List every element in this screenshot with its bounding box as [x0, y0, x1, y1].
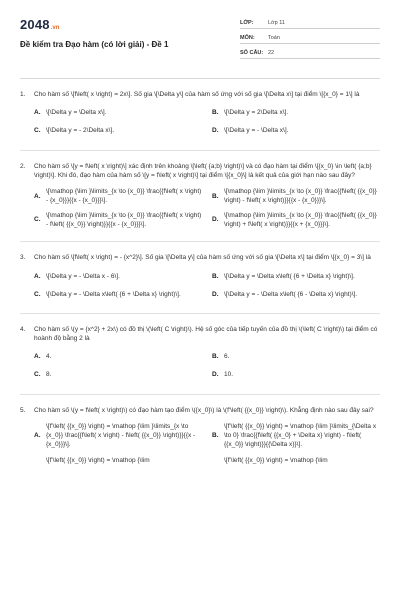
option-text: \[\Delta y = - \Delta x\left( {6 + \Delta x} \right)\].: [46, 290, 181, 298]
document-title: Đề kiểm tra Đạo hàm (có lời giải) - Đề 1: [20, 39, 169, 49]
option-text: 4.: [46, 353, 52, 361]
option-a[interactable]: [34, 108, 202, 120]
meta-row-subject: [240, 29, 380, 44]
question-divider: [20, 241, 380, 242]
answer-options: [34, 188, 380, 235]
option-text: \[\mathop {\lim }\limits_{x \to {x_0}} \frac{{f\left( {{x_0}} \right) + f\left( x \right)}}{{x + {x_0}}}\].: [224, 211, 377, 228]
answer-options: [34, 271, 380, 307]
meta-row-count: [240, 44, 380, 59]
option-text: \[\mathop {\lim }\limits_{x \to {x_0}} \frac{{f\left( x \right) - {x_0}}}{{x - {x_0}}}\].: [46, 188, 202, 205]
option-letter: D.: [212, 216, 219, 224]
option-d-partial[interactable]: [212, 456, 380, 468]
header-divider: [20, 78, 380, 79]
option-letter: A.: [34, 192, 41, 200]
question-text: Cho hàm số \[f\left( x \right) = - {x^2}\]. Số gia \[\Delta y\] của hàm số ứng với số gia \[\Delta x\] tại điểm \[{x_0} = 3\] là: [34, 254, 371, 262]
answer-options: [34, 108, 380, 144]
question-3: [20, 254, 380, 314]
option-letter: C.: [34, 127, 41, 135]
brand-logo[interactable]: [20, 16, 168, 34]
option-a[interactable]: [34, 188, 202, 206]
question-text: Cho hàm số \(y = f\left( x \right)\) có đạo hàm tạo điểm \({x_0}\) là \(f'\left( {{x_0}} \right)\). Khẳng định nào sau đây sai?: [34, 406, 374, 414]
option-letter: C.: [34, 290, 41, 298]
question-text: Cho hàm số \[f\left( x \right) = 2x\]. Số gia \[\Delta y\] của hàm số ứng với số gia \[\Delta x\] tại điểm \[{x_0} = 1\] là: [34, 91, 360, 98]
option-letter: C.: [34, 216, 41, 224]
option-letter: B.: [212, 353, 219, 361]
option-letter: A.: [34, 432, 41, 440]
option-text: 8.: [46, 371, 52, 379]
question-number: 3.: [20, 254, 26, 262]
answer-options: [34, 423, 380, 473]
option-d[interactable]: [212, 289, 380, 301]
question-5: [20, 407, 380, 474]
question-divider: [20, 150, 380, 151]
meta-label: MÔN:: [240, 34, 255, 41]
option-c-partial[interactable]: [34, 456, 202, 468]
option-d[interactable]: [212, 212, 380, 230]
brand-name: 2048: [20, 17, 50, 32]
question-number: 4.: [20, 326, 26, 334]
option-letter: B.: [212, 272, 219, 280]
option-a[interactable]: [34, 423, 202, 449]
option-text: \[\mathop {\lim }\limits_{x \to {x_0}} \frac{{f\left( x \right) - f\left( {{x_0}} \right)}}{{x - {x_0}}}\].: [46, 211, 202, 228]
option-b[interactable]: [212, 271, 380, 283]
option-text: 6.: [224, 353, 230, 361]
question-number: 1.: [20, 91, 26, 98]
option-text: \[\Delta y = - \Delta x\left( {6 - \Delta x} \right)\].: [224, 290, 358, 298]
meta-value: 22: [268, 49, 275, 56]
brand-domain: .vn: [50, 25, 60, 31]
option-letter: D.: [212, 127, 219, 135]
option-letter: B.: [212, 109, 219, 117]
meta-table: [240, 14, 380, 59]
option-d[interactable]: [212, 126, 380, 138]
meta-label: LỚP:: [240, 19, 254, 26]
option-c[interactable]: [34, 370, 202, 382]
option-text: \[\mathop {\lim }\limits_{x \to {x_0}} \frac{{f\left( {{x_0}} \right) - f\left( x \right)}}{{x - {x_0}}}\].: [224, 188, 377, 205]
header: [20, 14, 380, 70]
option-c[interactable]: [34, 126, 202, 138]
option-letter: A.: [34, 109, 41, 117]
meta-row-class: [240, 14, 380, 29]
header-left: [20, 14, 168, 50]
option-text: \[\Delta y = \Delta x\].: [46, 109, 107, 117]
question-text: Cho hàm số \(y = {x^2} + 2x\) có đồ thị \(\left( C \right)\). Hệ số góc của tiếp tuyến của đồ thị \(\left( C \right)\) tại điểm có hoành độ bằng 2 là: [34, 326, 378, 342]
question-1: [20, 91, 380, 151]
meta-value: Toán: [268, 34, 280, 41]
option-letter: C.: [34, 371, 41, 379]
option-letter: D.: [212, 371, 219, 379]
option-text: \[\Delta y = \Delta x\left( {6 + \Delta x} \right)\].: [224, 272, 355, 280]
option-b[interactable]: [212, 188, 380, 206]
option-letter: A.: [34, 272, 41, 280]
answer-options: [34, 352, 380, 388]
question-4: [20, 326, 380, 395]
option-text: \[f'\left( {{x_0}} \right) = \mathop {\lim: [46, 457, 150, 465]
meta-value: Lớp 11: [268, 19, 285, 26]
option-b[interactable]: [212, 352, 380, 364]
question-divider: [20, 394, 380, 395]
question-number: 2.: [20, 162, 26, 170]
option-letter: D.: [212, 290, 219, 298]
option-letter: B.: [212, 432, 219, 440]
option-text: 10.: [224, 371, 234, 379]
option-c[interactable]: [34, 289, 202, 301]
option-a[interactable]: [34, 352, 202, 364]
option-text: \[f'\left( {{x_0}} \right) = \mathop {\lim }\limits_{x \to {x_0}} \frac{{f\left( x \right) - f\left( {{x_0}} \right)}}{{x - {x_0}}}\].: [46, 423, 196, 448]
option-c[interactable]: [34, 212, 202, 230]
option-text: \[\Delta y = - \Delta x\].: [224, 127, 289, 135]
option-letter: A.: [34, 353, 41, 361]
option-text: \[f'\left( {{x_0}} \right) = \mathop {\lim: [224, 457, 328, 465]
option-b[interactable]: [212, 423, 380, 449]
option-text: \[\Delta y = - \Delta x - 6\].: [46, 272, 120, 280]
question-number: 5.: [20, 406, 26, 414]
question-2: [20, 163, 380, 243]
question-divider: [20, 313, 380, 314]
option-text: \[\Delta y = 2\Delta x\].: [224, 109, 289, 117]
option-b[interactable]: [212, 108, 380, 120]
option-text: \[f'\left( {{x_0}} \right) = \mathop {\lim }\limits_{\Delta x \to 0} \frac{{f\left( {{x_0} + \Delta x} \right) - f\left( {{x_0}} \right)}}{{\Delta x}}\].: [224, 423, 377, 448]
option-text: \[\Delta y = - 2\Delta x\].: [46, 127, 115, 135]
option-letter: B.: [212, 192, 219, 200]
meta-label: SỐ CÂU:: [240, 49, 264, 56]
question-text: Cho hàm số \[y = f\left( x \right)\] xác định trên khoảng \[\left( {a;b} \right)\] và có đạo hàm tại điểm \[{x_0} \in \left( {a;b} \right)\]. Khi đó, đạo hàm của hàm số \[y = f\left( x \right)\] tại điểm \[{x_0}\] là kết quả của giới hạn nào sau đây?: [34, 162, 372, 179]
option-a[interactable]: [34, 271, 202, 283]
option-d[interactable]: [212, 370, 380, 382]
